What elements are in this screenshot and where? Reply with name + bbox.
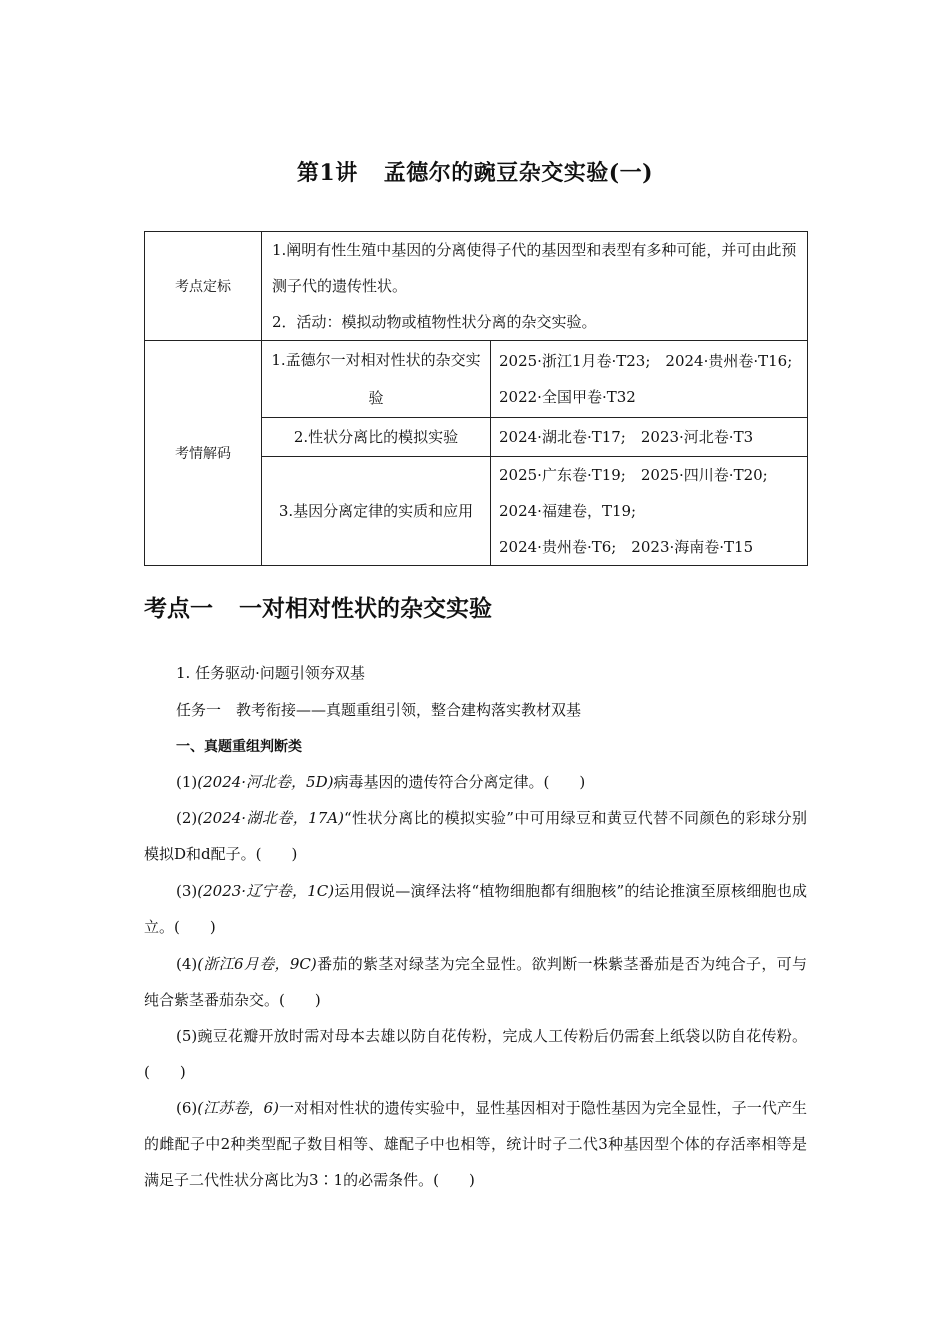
lecture-number: 第1讲 — [296, 160, 358, 186]
sub-heading: 一、真题重组判断类 — [176, 739, 302, 755]
exams-2: 2024·湖北卷·T17; 2023·河北卷·T3 — [491, 418, 808, 457]
lecture-title: 孟德尔的豌豆杂交实验(一) — [383, 160, 654, 186]
question-item: (2)(2024·湖北卷，17A)“性状分离比的模拟实验”中可用绿豆和黄豆代替不同颜色的彩球分别模拟D和d配子。( ) — [144, 809, 807, 863]
outline-table — [144, 231, 808, 566]
task-heading: 1. 任务驱动·问题引领夯双基 — [176, 664, 365, 682]
section-heading — [144, 590, 492, 623]
exams-3-line: 2024·贵州卷·T6; 2023·海南卷·T15 — [499, 538, 754, 556]
task-one: 任务一 教考衔接——真题重组引领，整合建构落实教材双基 — [176, 701, 582, 719]
question-item: (1)(2024·河北卷，5D)病毒基因的遗传符合分离定律。( ) — [176, 773, 586, 791]
goal-2: 2．活动：模拟动物或植物性状分离的杂交实验。 — [272, 313, 597, 331]
section-title: 一对相对性状的杂交实验 — [239, 595, 492, 622]
exams-1: 2025·浙江1月卷·T23; 2024·贵州卷·T16; 2022·全国甲卷·T32 — [491, 341, 808, 418]
question-item: (6)(江苏卷，6)一对相对性状的遗传实验中，显性基因相对于隐性基因为完全显性，子一代产生的雌配子中2种类型配子数目相等、雄配子中也相等，统计时子二代3种基因型个体的存活率相等是满足子二代性状分离比为3∶1的必需条件。( ) — [144, 1099, 807, 1189]
goal-label: 考点定标 — [145, 232, 262, 341]
question-item: (5)豌豆花瓣开放时需对母本去雄以防自花传粉，完成人工传粉后仍需套上纸袋以防自花传粉。( ) — [144, 1027, 807, 1081]
exams-3-line: 2024·福建卷，T19; — [499, 502, 637, 520]
exam-label: 考情解码 — [145, 341, 262, 566]
question-item: (4)(浙江6月卷，9C)番茄的紫茎对绿茎为完全显性。欲判断一株紫茎番茄是否为纯合子，可与纯合紫茎番茄杂交。( ) — [144, 955, 807, 1009]
section-number: 考点一 — [144, 595, 213, 622]
topic-1: 1.孟德尔一对相对性状的杂交实验 — [262, 341, 491, 418]
page-title — [0, 156, 950, 187]
goal-cell — [262, 232, 808, 341]
topic-2: 2.性状分离比的模拟实验 — [262, 418, 491, 457]
exams-3-line: 2025·广东卷·T19; 2025·四川卷·T20; — [499, 466, 768, 484]
goal-1: 1.阐明有性生殖中基因的分离使得子代的基因型和表型有多种可能，并可由此预测子代的遗传性状。 — [272, 241, 797, 295]
exams-3 — [491, 457, 808, 566]
topic-3: 3.基因分离定律的实质和应用 — [262, 457, 491, 566]
question-item: (3)(2023·辽宁卷，1C)运用假说—演绎法将“植物细胞都有细胞核”的结论推演至原核细胞也成立。( ) — [144, 882, 808, 936]
